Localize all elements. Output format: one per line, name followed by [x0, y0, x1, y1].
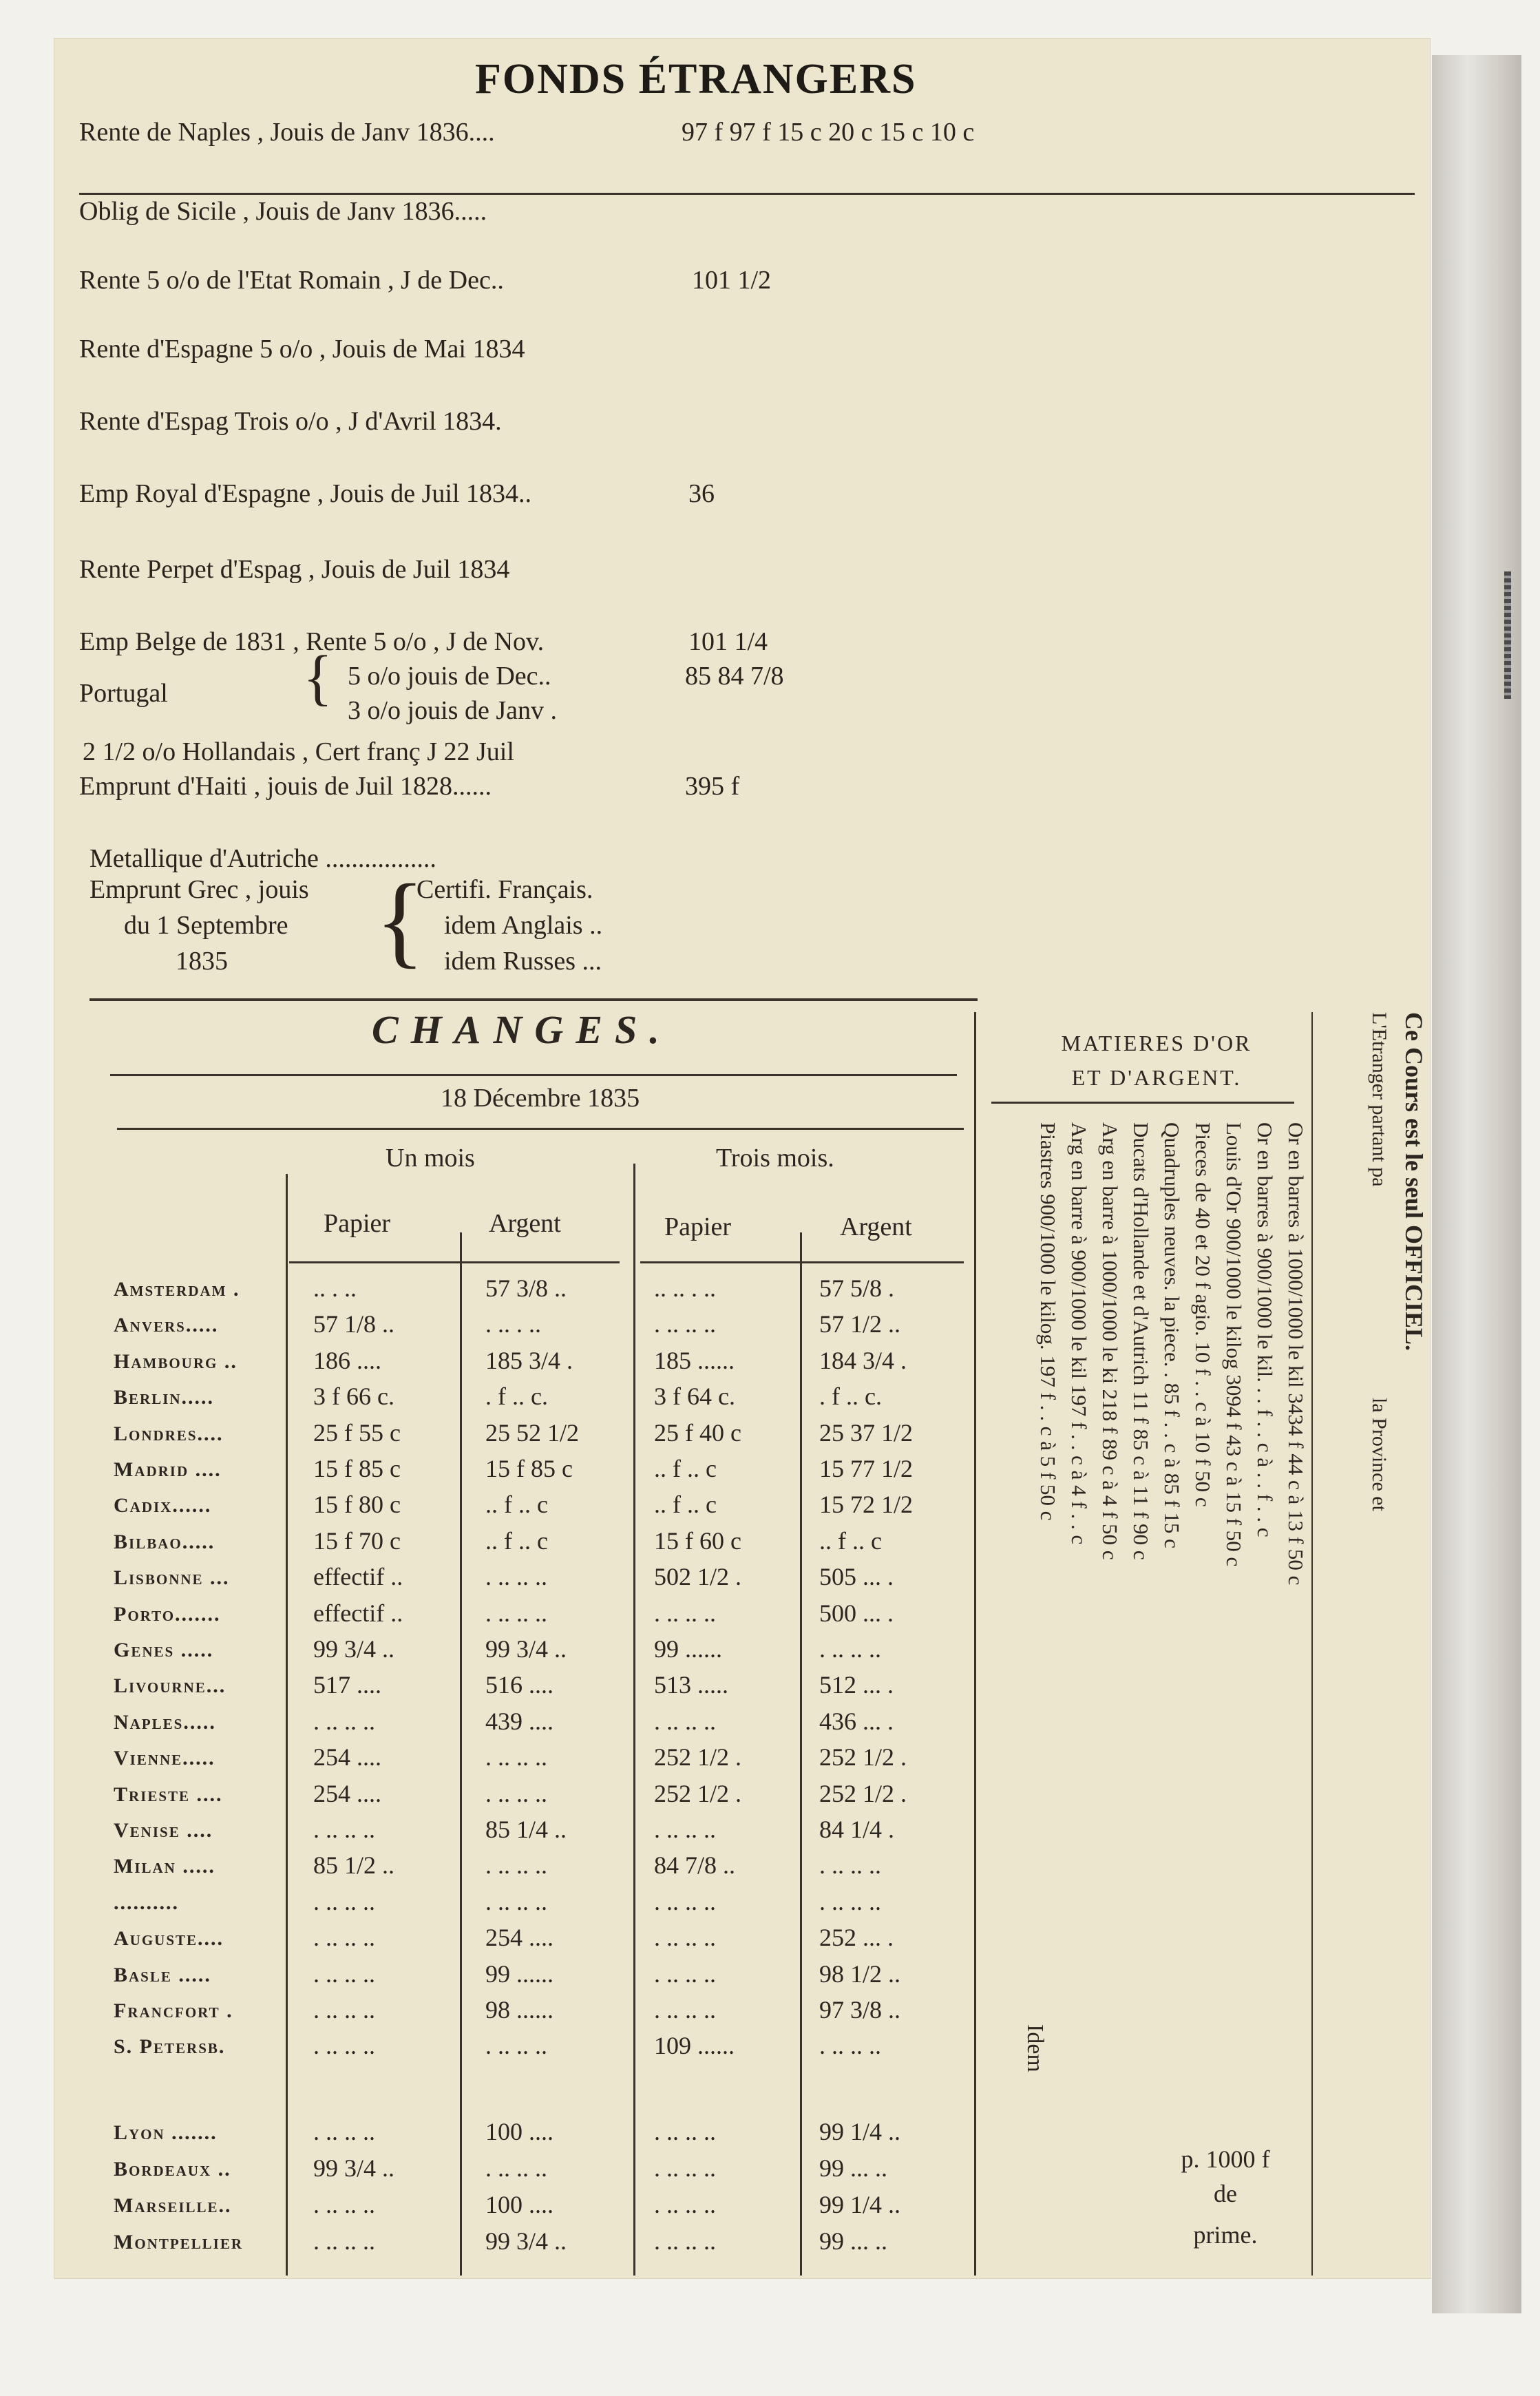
rate-cell: 25 52 1/2	[485, 1418, 580, 1447]
rate-cell: . .. .. ..	[313, 2191, 375, 2218]
column-rule	[633, 1164, 635, 2276]
grec-label-3: 1835	[176, 947, 228, 976]
rate-cell: . .. .. ..	[654, 1887, 716, 1915]
rate-cell: 85 1/2 ..	[313, 1851, 395, 1880]
city-label: Bilbao.....	[114, 1530, 215, 1553]
rate-cell: 99 ... ..	[819, 2227, 887, 2255]
rate-cell: 254 ....	[313, 1743, 381, 1772]
rate-cell: . .. .. ..	[654, 2191, 716, 2218]
city-label: Vienne.....	[114, 1747, 215, 1770]
fonds-title: FONDS ÉTRANGERS	[475, 56, 917, 103]
col-argent: Argent	[840, 1212, 912, 1241]
fonds-row	[79, 334, 525, 364]
city-label: Anvers.....	[114, 1314, 219, 1337]
rate-cell: . .. .. ..	[485, 1563, 547, 1591]
rate-cell: 3 f 64 c.	[654, 1383, 735, 1411]
rate-cell: . .. .. ..	[654, 1599, 716, 1627]
rate-cell: . .. .. ..	[313, 1816, 375, 1843]
rate-cell: . .. .. ..	[654, 1924, 716, 1952]
rate-cell: . .. .. ..	[313, 1707, 375, 1735]
city-label: Marseille..	[114, 2194, 232, 2217]
rate-cell: 84 1/4 .	[819, 1816, 895, 1843]
rate-cell: . .. .. ..	[485, 1743, 547, 1772]
rate-cell: 99 3/4 ..	[485, 2227, 567, 2255]
matieres-line: Ducats d'Hollande et d'Autrich 11 f 85 c à 11 f 90 c	[1129, 1122, 1153, 1560]
rate-cell: . f .. c.	[819, 1383, 882, 1411]
rate-cell: 3 f 66 c.	[313, 1383, 394, 1411]
fonds-value: 101 1/2	[692, 266, 772, 295]
city-label: Madrid ....	[114, 1458, 222, 1481]
portugal-label: Portugal	[79, 679, 168, 708]
fonds-row	[79, 406, 502, 437]
idem-label: Idem	[1022, 2024, 1048, 2072]
fonds-label: Rente de Naples , Jouis de Janv 1836....	[79, 118, 495, 147]
rate-cell: 15 77 1/2	[819, 1455, 914, 1482]
rate-cell: 512 ... .	[819, 1671, 894, 1699]
fonds-label: Rente 5 o/o de l'Etat Romain , J de Dec..	[79, 266, 504, 295]
rate-cell: . .. .. ..	[654, 1996, 716, 2024]
rate-cell: . .. .. ..	[485, 1779, 547, 1807]
city-label: Livourne...	[114, 1674, 226, 1698]
fonds-row	[348, 695, 557, 726]
rate-cell: . .. .. ..	[654, 1707, 716, 1735]
rate-cell: 57 1/2 ..	[819, 1310, 901, 1338]
rate-cell: 99 1/4 ..	[819, 2191, 901, 2218]
portugal-brace: {	[303, 644, 333, 712]
rate-cell: .. f .. c	[819, 1526, 882, 1555]
rate-cell: 84 7/8 ..	[654, 1851, 736, 1880]
rate-cell: . .. .. ..	[485, 1851, 547, 1880]
prime-line: p. 1000 f	[1181, 2145, 1270, 2173]
rate-cell: 99 ......	[654, 1635, 722, 1663]
city-label: Bordeaux ..	[114, 2158, 231, 2180]
rate-cell: 500 ... .	[819, 1599, 894, 1627]
rate-cell: 99 3/4 ..	[313, 1635, 395, 1663]
city-label: Trieste ....	[114, 1783, 223, 1806]
column-rule	[1311, 1012, 1313, 2276]
rate-cell: 254 ....	[485, 1924, 553, 1952]
matieres-line: Or en barres à 1000/1000 le kil 3434 f 44 c à 13 f 50 c	[1284, 1122, 1308, 1586]
fonds-label: 5 o/o jouis de Dec..	[348, 662, 551, 691]
rate-cell: . .. .. ..	[313, 1996, 375, 2024]
matieres-line: Piastres 900/1000 le kilog. 197 f . . c à 5 f 50 c	[1036, 1122, 1060, 1521]
city-label: Milan .....	[114, 1855, 215, 1878]
column-rule	[460, 1232, 462, 2276]
city-label: Lisbonne ...	[114, 1566, 230, 1590]
rate-cell: 15 f 70 c	[313, 1526, 401, 1555]
rate-cell: 186 ....	[313, 1346, 381, 1374]
city-label: Basle .....	[114, 1963, 211, 1986]
rate-cell: . .. .. ..	[819, 1635, 881, 1663]
rate-cell: . .. .. ..	[819, 2032, 881, 2060]
col-papier: Papier	[664, 1212, 732, 1241]
fonds-label: Emprunt d'Haiti , jouis de Juil 1828......	[79, 772, 492, 801]
city-label: Amsterdam .	[114, 1278, 240, 1301]
grec-item: idem Anglais ..	[444, 911, 603, 940]
fonds-row	[79, 554, 509, 585]
rate-cell: 184 3/4 .	[819, 1346, 907, 1374]
rate-cell: 99 3/4 ..	[485, 1635, 567, 1663]
city-label: Hambourg ..	[114, 1349, 238, 1373]
rate-cell: 436 ... .	[819, 1707, 894, 1735]
matieres-title	[1012, 1026, 1301, 1095]
rate-cell: 439 ....	[485, 1707, 553, 1735]
column-rule	[974, 1012, 976, 2276]
rate-cell: 57 3/8 ..	[485, 1274, 567, 1302]
rate-cell: .. . ..	[313, 1274, 357, 1302]
col-argent: Argent	[489, 1209, 561, 1238]
rate-cell: .. .. . ..	[654, 1274, 716, 1302]
rate-cell: 252 ... .	[819, 1924, 894, 1952]
rate-cell: 100 ....	[485, 2191, 553, 2218]
rate-cell: 502 1/2 .	[654, 1563, 742, 1591]
col-papier: Papier	[324, 1209, 391, 1238]
fonds-value: 101 1/4	[688, 627, 768, 656]
fonds-label: Emp Royal d'Espagne , Jouis de Juil 1834..	[79, 479, 532, 508]
fonds-label: 3 o/o jouis de Janv .	[348, 696, 557, 725]
rate-cell: . .. . ..	[485, 1310, 541, 1338]
rate-cell: . .. .. ..	[654, 2118, 716, 2145]
rate-cell: 15 f 60 c	[654, 1526, 741, 1555]
fonds-label: Emp Belge de 1831 , Rente 5 o/o , J de Nov.	[79, 627, 545, 656]
rate-cell: . f .. c.	[485, 1383, 548, 1411]
rate-cell: 516 ....	[485, 1671, 553, 1699]
city-label: ..........	[114, 1891, 179, 1914]
rate-cell: . .. .. ..	[654, 2154, 716, 2182]
rate-cell: .. f .. c	[654, 1491, 717, 1519]
rate-cell: . .. .. ..	[654, 1310, 716, 1338]
rate-cell: 15 f 85 c	[313, 1455, 401, 1482]
fonds-label: 2 1/2 o/o Hollandais , Cert franç J 22 Juil	[83, 737, 514, 766]
fonds-value: 36	[688, 479, 715, 508]
rate-cell: . .. .. ..	[654, 2227, 716, 2255]
rate-cell: 252 1/2 .	[654, 1779, 742, 1807]
fonds-label: Rente d'Espagne 5 o/o , Jouis de Mai 1834	[79, 335, 525, 364]
rate-cell: 185 3/4 .	[485, 1346, 573, 1374]
side-note: la Province et	[1368, 1398, 1391, 1511]
changes-title: CHANGES.	[372, 1007, 672, 1052]
city-label: Porto.......	[114, 1602, 221, 1626]
matieres-line: Pieces de 40 et 20 f agio. 10 f . . c à 10 f 50 c	[1191, 1122, 1215, 1507]
rate-cell: 100 ....	[485, 2118, 553, 2145]
rate-cell: 15 f 80 c	[313, 1491, 401, 1519]
rate-cell: . .. .. ..	[485, 1887, 547, 1915]
rate-cell: . .. .. ..	[313, 2227, 375, 2255]
rate-cell: .. f .. c	[485, 1526, 548, 1555]
rate-cell: .. f .. c	[654, 1455, 717, 1482]
city-label: Cadix......	[114, 1494, 212, 1517]
matieres-line: Arg en barre à 1000/1000 le ki 218 f 89 c à 4 f 50 c	[1098, 1122, 1122, 1560]
rate-cell: 252 1/2 .	[819, 1743, 907, 1772]
rate-cell: 97 3/8 ..	[819, 1996, 901, 2024]
rate-cell: . .. .. ..	[313, 1924, 375, 1952]
divider	[991, 1102, 1294, 1104]
rate-cell: 513 .....	[654, 1671, 728, 1699]
matieres-line: Louis d'Or 900/1000 le kilog 3094 f 43 c à 15 f 50 c	[1222, 1122, 1246, 1567]
group-un-mois: Un mois	[386, 1144, 475, 1173]
grec-label-1: Emprunt Grec , jouis	[89, 875, 309, 904]
city-label: Berlin.....	[114, 1386, 215, 1409]
rate-cell: . .. .. ..	[313, 2032, 375, 2060]
city-label: Francfort .	[114, 1999, 233, 2022]
rate-cell: . .. .. ..	[313, 1959, 375, 1988]
fonds-row	[79, 196, 487, 227]
fonds-row	[79, 479, 715, 509]
divider	[640, 1261, 964, 1263]
fonds-row	[79, 771, 740, 801]
fonds-row	[79, 117, 975, 147]
grec-item: idem Russes ...	[444, 947, 602, 976]
matieres-title-line1: MATIERES D'OR	[1061, 1031, 1252, 1055]
matieres-line: Quadruples neuves. la piece. . 85 f . . c à 85 f 15 c	[1160, 1122, 1184, 1548]
fonds-label: Rente Perpet d'Espag , Jouis de Juil 1834	[79, 555, 510, 584]
page-edge	[1432, 55, 1521, 2313]
rate-cell: . .. .. ..	[654, 1816, 716, 1843]
rate-cell: 57 5/8 .	[819, 1274, 895, 1302]
rate-cell: 85 1/4 ..	[485, 1816, 567, 1843]
fonds-label: Oblig de Sicile , Jouis de Janv 1836.....	[79, 197, 487, 226]
rate-cell: 517 ....	[313, 1671, 381, 1699]
rate-cell: 25 37 1/2	[819, 1418, 914, 1447]
city-label: Auguste....	[114, 1927, 224, 1951]
grec-brace: {	[375, 863, 425, 978]
rate-cell: . .. .. ..	[485, 1599, 547, 1627]
rate-cell: 185 ......	[654, 1346, 735, 1374]
rate-cell: .. f .. c	[485, 1491, 548, 1519]
rate-cell: . .. .. ..	[485, 2154, 547, 2182]
rate-cell: effectif ..	[313, 1599, 403, 1627]
rate-cell: 25 f 40 c	[654, 1418, 741, 1447]
rate-cell: 252 1/2 .	[819, 1779, 907, 1807]
rate-cell: . .. .. ..	[654, 1959, 716, 1988]
city-label: Londres....	[114, 1422, 224, 1445]
rate-cell: . .. .. ..	[819, 1887, 881, 1915]
fonds-row	[348, 661, 784, 691]
official-note: Ce Cours est le seul OFFICIEL.	[1400, 1012, 1428, 1351]
rate-cell: 57 1/8 ..	[313, 1310, 395, 1338]
rate-cell: 15 f 85 c	[485, 1455, 573, 1482]
rate-cell: 99 1/4 ..	[819, 2118, 901, 2145]
rate-cell: 99 3/4 ..	[313, 2154, 395, 2182]
divider	[117, 1128, 964, 1130]
city-label: Montpellier	[114, 2231, 244, 2253]
city-label: Naples.....	[114, 1710, 216, 1734]
rate-cell: . .. .. ..	[819, 1851, 881, 1880]
fonds-value: 97 f 97 f 15 c 20 c 15 c 10 c	[682, 118, 975, 147]
fonds-row	[83, 737, 514, 767]
changes-date: 18 Décembre 1835	[441, 1084, 640, 1113]
rate-cell: 99 ......	[485, 1959, 553, 1988]
prime-line: prime.	[1193, 2221, 1258, 2249]
rate-cell: . .. .. ..	[313, 2118, 375, 2145]
prime-line: de	[1214, 2180, 1237, 2207]
rate-cell: 99 ... ..	[819, 2154, 887, 2182]
divider	[110, 1074, 957, 1076]
fonds-row	[79, 265, 772, 295]
divider	[89, 998, 978, 1001]
rate-cell: . .. .. ..	[313, 1887, 375, 1915]
matieres-line: Arg en barre à 900/1000 le kil 197 f . . c à 4 f . . c	[1067, 1122, 1091, 1545]
column-rule	[286, 1174, 288, 2276]
matieres-line: Or en barres à 900/1000 le kil. . . f . . c à . . f . . c	[1253, 1122, 1277, 1537]
fonds-label: Rente d'Espag Trois o/o , J d'Avril 1834.	[79, 407, 502, 436]
city-label: Genes .....	[114, 1639, 214, 1661]
rate-cell: 505 ... .	[819, 1563, 894, 1591]
city-label: Venise ....	[114, 1819, 213, 1842]
grec-label-2: du 1 Septembre	[124, 911, 288, 940]
divider	[79, 193, 1415, 195]
column-rule	[800, 1232, 802, 2276]
fonds-value: 395 f	[685, 772, 740, 801]
group-trois-mois: Trois mois.	[716, 1144, 834, 1173]
rate-cell: 252 1/2 .	[654, 1743, 742, 1772]
rate-cell: 25 f 55 c	[313, 1418, 401, 1447]
rate-cell: 15 72 1/2	[819, 1491, 914, 1519]
rate-cell: 254 ....	[313, 1779, 381, 1807]
fonds-label: Metallique d'Autriche .................	[89, 844, 436, 873]
side-note: L'Etranger partant pa	[1368, 1012, 1391, 1187]
rate-cell: . .. .. ..	[485, 2032, 547, 2060]
city-label: Lyon .......	[114, 2121, 218, 2144]
rate-cell: 98 ......	[485, 1996, 553, 2024]
rate-cell: effectif ..	[313, 1563, 403, 1591]
city-label: S. Petersb.	[114, 2035, 226, 2059]
grec-item: Certifi. Français.	[416, 875, 593, 904]
rate-cell: 109 ......	[654, 2032, 735, 2060]
fonds-value: 85 84 7/8	[685, 662, 784, 691]
matieres-title-line2: ET D'ARGENT.	[1071, 1065, 1242, 1090]
divider	[289, 1261, 620, 1263]
rate-cell: 98 1/2 ..	[819, 1959, 901, 1988]
edge-marker	[1504, 571, 1511, 699]
